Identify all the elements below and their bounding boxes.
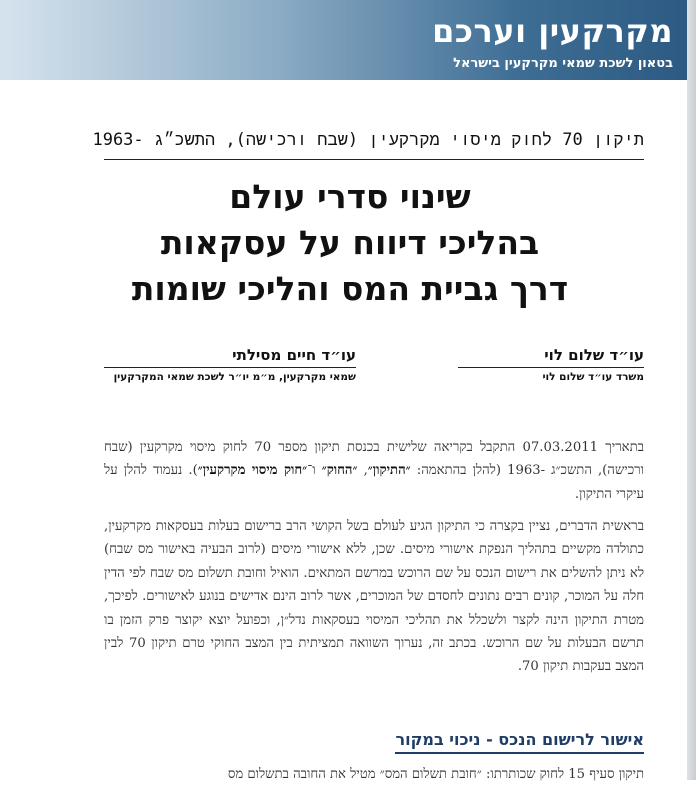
body-paragraph: בראשית הדברים, נציין בקצרה כי התיקון הגיע לעולם בשל הקושי הרב ברישום בעלות בעסקאות מקרקעין, כתולדה מקשיים בתהליך הנפקת אישורי מיסים. שכן, ללא אישורי מיסים (לרוב הבעיה באישור מס שבח) לא ניתן להשלים את רישום הנכס על שם הרוכש במרשם המתאים. הואיל וחובת תשלום מס שבח לפי הדין חלה על המוכר, קונים רבים נתונים לחסדם של המוכרים, אשר לרוב הינם אדישים בנוגע לאישורים. לפיכך, מטרת התיקון הינה לקצר ולשכלל את תהליכי המיסוי בעסקאות נדל״ן, וכפועל יוצא יקוצר פרק הזמן בו תרשם הבעלות על שם הרוכש. בכתב זה, נערוך השוואה תמציתית בין המצב החוקי טרם תיקון 70 לבין המצב בעקבות תיקון 70.	[104, 519, 644, 675]
headline-line: דרך גביית המס והליכי שומות	[131, 269, 569, 308]
kicker-divider	[104, 159, 644, 160]
magazine-banner	[0, 0, 687, 80]
author-divider	[104, 367, 356, 368]
author-divider	[458, 367, 644, 368]
magazine-subtitle: בטאון לשכת שמאי מקרקעין בישראל	[453, 56, 673, 71]
author-name-levi: עו״ד שלום לוי	[544, 346, 644, 364]
headline-line: בהליכי דיווח על עסקאות	[160, 223, 540, 262]
author-role-levi: משרד עו״ד שלום לוי	[542, 371, 644, 383]
article-kicker: תיקון 70 לחוק מיסוי מקרקעין (שבח ורכישה), התשכ״ג -1963	[92, 130, 644, 150]
article-headline	[90, 174, 610, 312]
section-heading: אישור לרישום הנכס - ניכוי במקור	[395, 730, 644, 754]
magazine-title: מקרקעין וערכם	[432, 12, 673, 50]
body-paragraph: תיקון סעיף 15 לחוק שכותרתו: ״חובת תשלום המס״ מטיל את החובה בתשלום מס	[227, 767, 644, 782]
body-paragraph: בתאריך 07.03.2011 התקבל בקריאה שלישית בכנסת תיקון מספר 70 לחוק מיסוי מקרקעין (שבח ורכישה), התשכ״ג -1963 (להלן בהתאמה: ״התיקון״, ״החוק״ ו־״חוק מיסוי מקרקעין״). נעמוד להלן על עיקרי התיקון.	[104, 440, 644, 502]
author-name-mesilati: עו״ד חיים מסילתי	[232, 346, 356, 364]
author-role-mesilati: שמאי מקרקעין, מ״מ יו״ר לשכת שמאי המקרקעין	[113, 371, 356, 383]
headline-line: שינוי סדרי עולם	[229, 177, 471, 216]
page-edge-shadow	[687, 0, 696, 780]
